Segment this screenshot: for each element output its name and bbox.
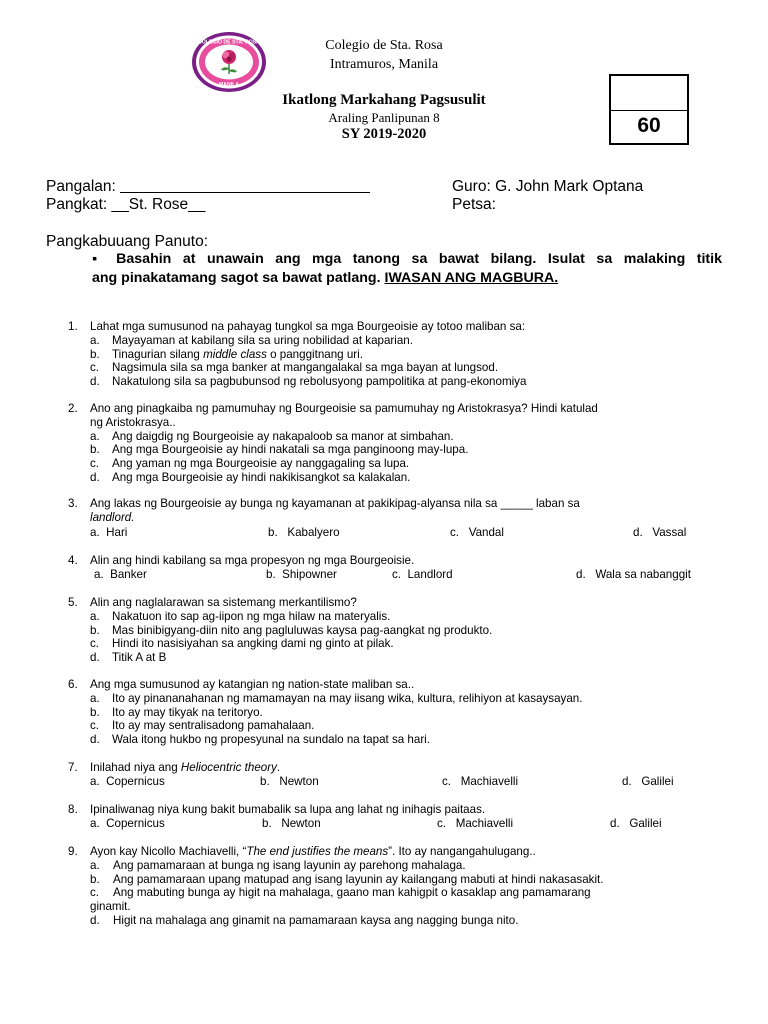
question-number: 6. — [68, 678, 78, 691]
choice-a: a. — [90, 333, 100, 347]
choice-c: c. Machiavelli — [442, 774, 519, 788]
question-number: 8. — [68, 803, 78, 816]
name-blank[interactable] — [120, 178, 370, 193]
question-number: 5. — [68, 596, 78, 609]
choice-c: c. — [90, 886, 100, 900]
choice-c: c. Machiavelli — [437, 816, 514, 830]
choice-d: d. Vassal — [633, 525, 687, 539]
question-text: Ang lakas ng Bourgeoisie ay bunga ng kayamanan at pakikipag-alyansa nila sa _____ laban sa — [90, 497, 580, 510]
choice-d: d. — [90, 651, 100, 665]
choice-c-text: Ito ay may sentralisadong pamahalaan. — [112, 719, 315, 733]
section-label: Pangkat: — [46, 196, 112, 213]
choice-a: a. Banker — [94, 567, 147, 581]
score-divider — [611, 110, 687, 111]
choice-c-text: Ang mabuting bunga ay higit na mahalaga, gaano man kahigpit o kasaklap ang pamamarang — [113, 886, 591, 900]
choice-d-text: Nakatulong sila sa pagbubunsod ng rebolusyong pampolitika at pang-ekonomiya — [112, 375, 527, 389]
total-score: 60 — [637, 114, 661, 137]
choice-a: a. — [90, 691, 100, 705]
choice-b: b. — [90, 872, 100, 886]
question-number: 3. — [68, 497, 78, 510]
choice-d-text: Ang mga Bourgeoisie ay hindi nakikisangkot sa kalakalan. — [112, 471, 411, 484]
question-number: 7. — [68, 761, 78, 774]
exam-title: Ikatlong Markahang Pagsusulit — [282, 92, 486, 108]
choice-c: c. — [90, 457, 100, 471]
choice-b: b. — [90, 705, 100, 719]
teacher-label: Guro: G. John Mark Optana — [452, 178, 644, 195]
choice-b: b. Kabalyero — [268, 525, 340, 539]
choice-d: d. Wala sa nabanggit — [576, 567, 691, 581]
choice-a-text: Ito ay pinananahanan ng mamamayan na may iisang wika, kultura, relihiyon at kasaysayan. — [112, 691, 583, 705]
school-location: Intramuros, Manila — [329, 57, 439, 72]
bullet-icon: ▪ — [92, 251, 105, 267]
choice-d: d. — [90, 914, 100, 927]
choice-b: b. Shipowner — [266, 567, 337, 581]
choice-a: a. — [90, 429, 100, 443]
school-year: SY 2019-2020 — [341, 126, 427, 142]
choice-c-text: Nagsimula sila sa mga banker at mangangalakal sa mga bayan at lungsod. — [112, 361, 499, 375]
question-number: 4. — [68, 554, 78, 567]
choice-b: b. Newton — [262, 816, 321, 830]
choice-c-text: Ang yaman ng mga Bourgeoisie ay nanggagaling sa lupa. — [112, 457, 410, 471]
question-number: 9. — [68, 845, 78, 858]
choice-c: c. — [90, 637, 100, 651]
question-text-cont: landlord. — [90, 510, 135, 524]
question-text: Inilahad niya ang Heliocentric theory. — [90, 761, 281, 774]
instructions-line-2: ang pinakatamang sagot sa bawat patlang. IWASAN ANG MAGBURA. — [92, 269, 559, 286]
choice-d: d. Galilei — [610, 816, 662, 830]
choice-d: d. Galilei — [622, 774, 674, 788]
choice-a: a. — [90, 609, 100, 623]
choice-a: a. Hari — [90, 525, 128, 539]
instructions-title: Pangkabuuang Panuto: — [46, 233, 209, 250]
choice-b: b. Newton — [260, 774, 319, 788]
choice-a: a. — [90, 858, 100, 872]
question-text: Ipinaliwanag niya kung bakit bumabalik sa lupa ang lahat ng inihagis paitaas. — [90, 803, 486, 816]
subject: Araling Panlipunan 8 — [328, 110, 440, 125]
question-number: 1. — [68, 320, 78, 333]
seal-top-text: COLEGIO DE STA. ROSA — [198, 39, 260, 46]
instructions-body — [92, 250, 722, 287]
choice-b-text: Ito ay may tikyak na teritoryo. — [112, 705, 263, 719]
date-label: Petsa: — [452, 196, 496, 213]
question-text: Ano ang pinagkaiba ng pamumuhay ng Bourgeoisie sa pamumuhay ng Aristokrasya? Hindi katulad — [90, 402, 598, 415]
seal-bottom-text: MANILA — [218, 82, 240, 88]
choice-b: b. — [90, 443, 100, 457]
name-field — [46, 178, 370, 196]
question-text: Alin ang hindi kabilang sa mga propesyon ng mga Bourgeoisie. — [90, 554, 415, 567]
choice-b-text: Ang pamamaraan upang matupad ang isang layunin ay kailangang mabuti at hindi nakasasakit. — [113, 872, 604, 886]
choice-c-text-cont: ginamit. — [90, 900, 131, 914]
choice-d-text: Higit na mahalaga ang ginamit na pamamaraan kaysa ang nagging bunga nito. — [113, 914, 519, 927]
section-value: __St. Rose__ — [111, 196, 206, 213]
choice-b-text: Ang mga Bourgeoisie ay hindi nakatali sa mga panginoong may-lupa. — [112, 443, 469, 457]
choice-b: b. — [90, 623, 100, 637]
choice-a: a. Copernicus — [90, 774, 165, 788]
choice-c: c. Vandal — [450, 525, 504, 539]
name-label: Pangalan: — [46, 178, 121, 195]
choice-d: d. — [90, 471, 100, 484]
question-text-cont: ng Aristokrasya.. — [90, 415, 176, 429]
choice-d: d. — [90, 375, 100, 389]
choice-d-text: Wala itong hukbo ng propesyunal na sundalo na tapat sa hari. — [112, 733, 430, 747]
choice-c: c. — [90, 719, 100, 733]
choice-c: c. — [90, 361, 100, 375]
question-text: Alin ang naglalarawan sa sistemang merkantilismo? — [90, 596, 357, 609]
choice-b-text: Tinagurian silang middle class o panggitnang uri. — [112, 347, 363, 361]
choice-b: b. — [90, 347, 100, 361]
school-name: Colegio de Sta. Rosa — [325, 38, 443, 53]
section-field — [46, 196, 205, 214]
choice-d: d. — [90, 733, 100, 747]
choice-b-text: Mas binibigyang-diin nito ang pagluluwas kaysa pag-aangkat ng produkto. — [112, 623, 493, 637]
question-text: Ang mga sumusunod ay katangian ng nation-state maliban sa.. — [90, 678, 415, 691]
choice-c: c. Landlord — [392, 567, 453, 581]
question-text: Lahat mga sumusunod na pahayag tungkol sa mga Bourgeoisie ay totoo maliban sa: — [90, 320, 526, 333]
question-text: Ayon kay Nicollo Machiavelli, “The end justifies the means”. Ito ay nangangahulugang.. — [90, 845, 536, 858]
question-number: 2. — [68, 402, 78, 415]
choice-d-text: Titik A at B — [112, 651, 167, 665]
choice-a: a. Copernicus — [90, 816, 165, 830]
instructions-line-1: ▪ Basahin at unawain ang mga tanong sa bawat bilang. Isulat sa malaking titik — [92, 251, 722, 267]
choice-c-text: Hindi ito nasisiyahan sa angking dami ng ginto at pilak. — [112, 637, 394, 651]
choice-a-text: Ang pamamaraan at bunga ng isang layunin ay parehong mahalaga. — [113, 858, 466, 872]
score-box — [609, 74, 689, 145]
choice-a-text: Nakatuon ito sap ag-iipon ng mga hilaw na materyalis. — [112, 609, 391, 623]
choice-a-text: Mayayaman at kabilang sila sa uring nobilidad at kaparian. — [112, 333, 413, 347]
no-erasure-warning: IWASAN ANG MAGBURA. — [384, 269, 559, 286]
choice-a-text: Ang daigdig ng Bourgeoisie ay nakapaloob sa manor at simbahan. — [112, 429, 454, 443]
